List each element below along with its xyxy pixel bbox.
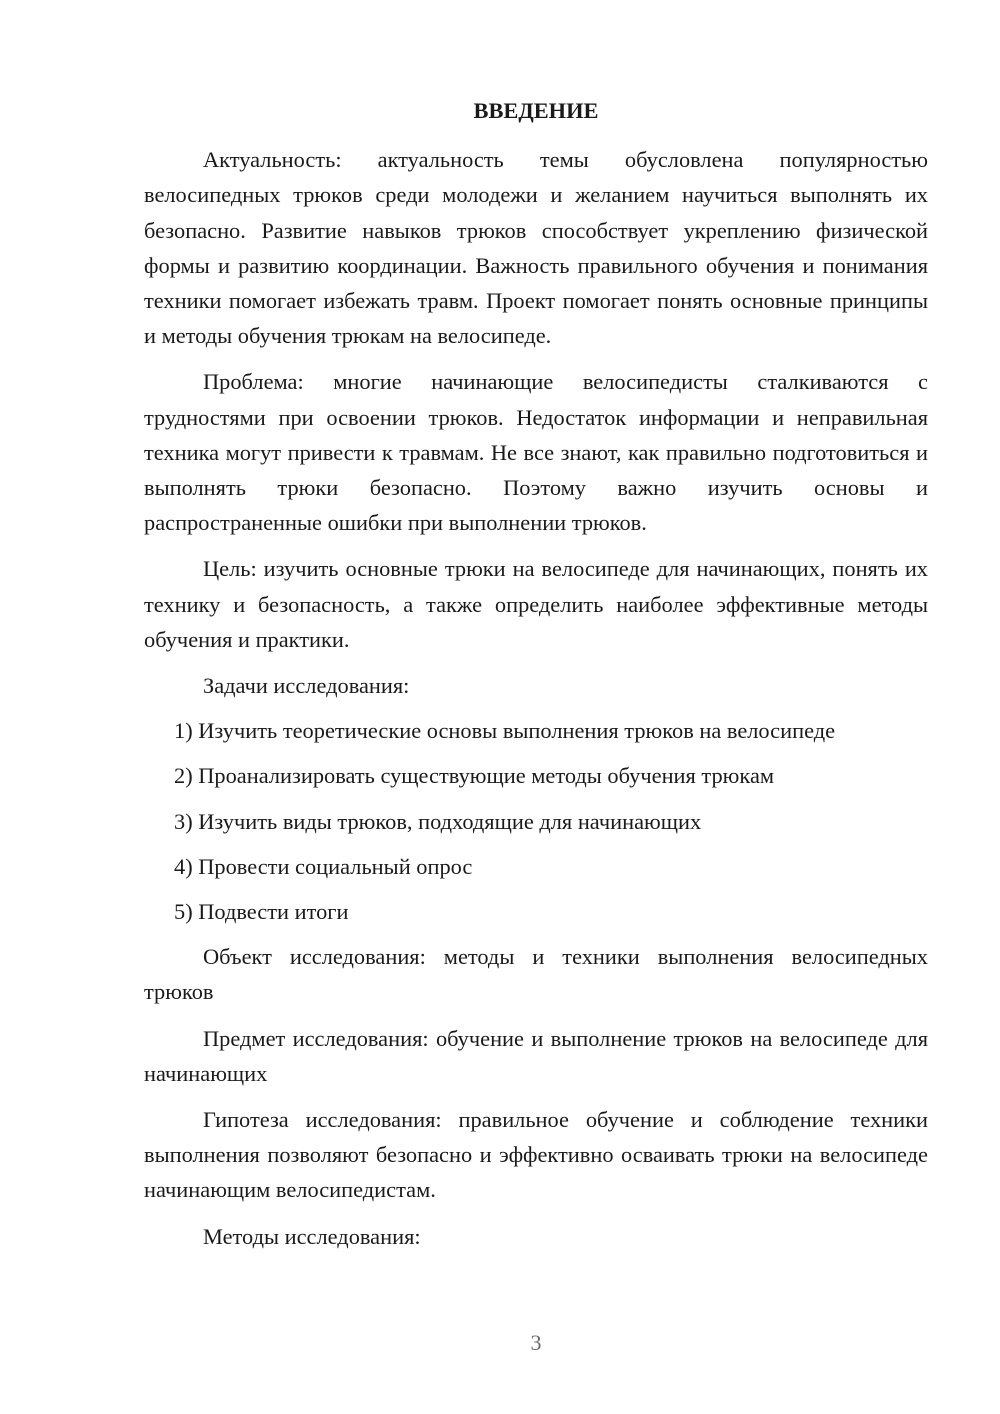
paragraph-object: Объект исследования: методы и техники выполнения велосипедных трюков — [144, 944, 928, 1005]
page-content — [144, 93, 928, 1264]
section-title: ВВЕДЕНИЕ — [473, 98, 599, 123]
list-item: 5) Подвести итоги — [174, 899, 349, 925]
tasks-list — [144, 713, 928, 929]
page-number: 3 — [530, 1330, 542, 1355]
tasks-heading: Задачи исследования: — [203, 673, 410, 699]
paragraph-relevance: Актуальность: актуальность темы обусловлена популярностью велосипедных трюков среди молодежи и желанием научиться выполнять их безопасно. Развитие навыков трюков способствует укреплению физической формы и развитию координации. Важность правильного обучения и понимания техники помогает избежать травм. Проект помогает понять основные принципы и методы обучения трюкам на велосипеде. — [144, 147, 928, 349]
list-item: 2) Проанализировать существующие методы обучения трюкам — [174, 763, 775, 789]
paragraph-goal: Цель: изучить основные трюки на велосипеде для начинающих, понять их технику и безопасность, а также определить наиболее эффективные методы обучения и практики. — [144, 556, 928, 652]
paragraph-hypothesis: Гипотеза исследования: правильное обучение и соблюдение техники выполнения позволяют безопасно и эффективно осваивать трюки на велосипеде начинающим велосипедистам. — [144, 1107, 928, 1203]
paragraph-problem: Проблема: многие начинающие велосипедисты сталкиваются с трудностями при освоении трюков. Недостаток информации и неправильная техника могут привести к травмам. Не все знают, как правильно подготовиться и выполнять трюки безопасно. Поэтому важно изучить основы и распространенные ошибки при выполнении трюков. — [144, 369, 928, 536]
paragraph-subject: Предмет исследования: обучение и выполнение трюков на велосипеде для начинающих — [144, 1025, 928, 1086]
list-item: 3) Изучить виды трюков, подходящие для начинающих — [174, 808, 702, 834]
list-item: 1) Изучить теоретические основы выполнения трюков на велосипеде — [174, 718, 836, 744]
methods-heading: Методы исследования: — [203, 1223, 421, 1249]
list-item: 4) Провести социальный опрос — [174, 853, 473, 879]
